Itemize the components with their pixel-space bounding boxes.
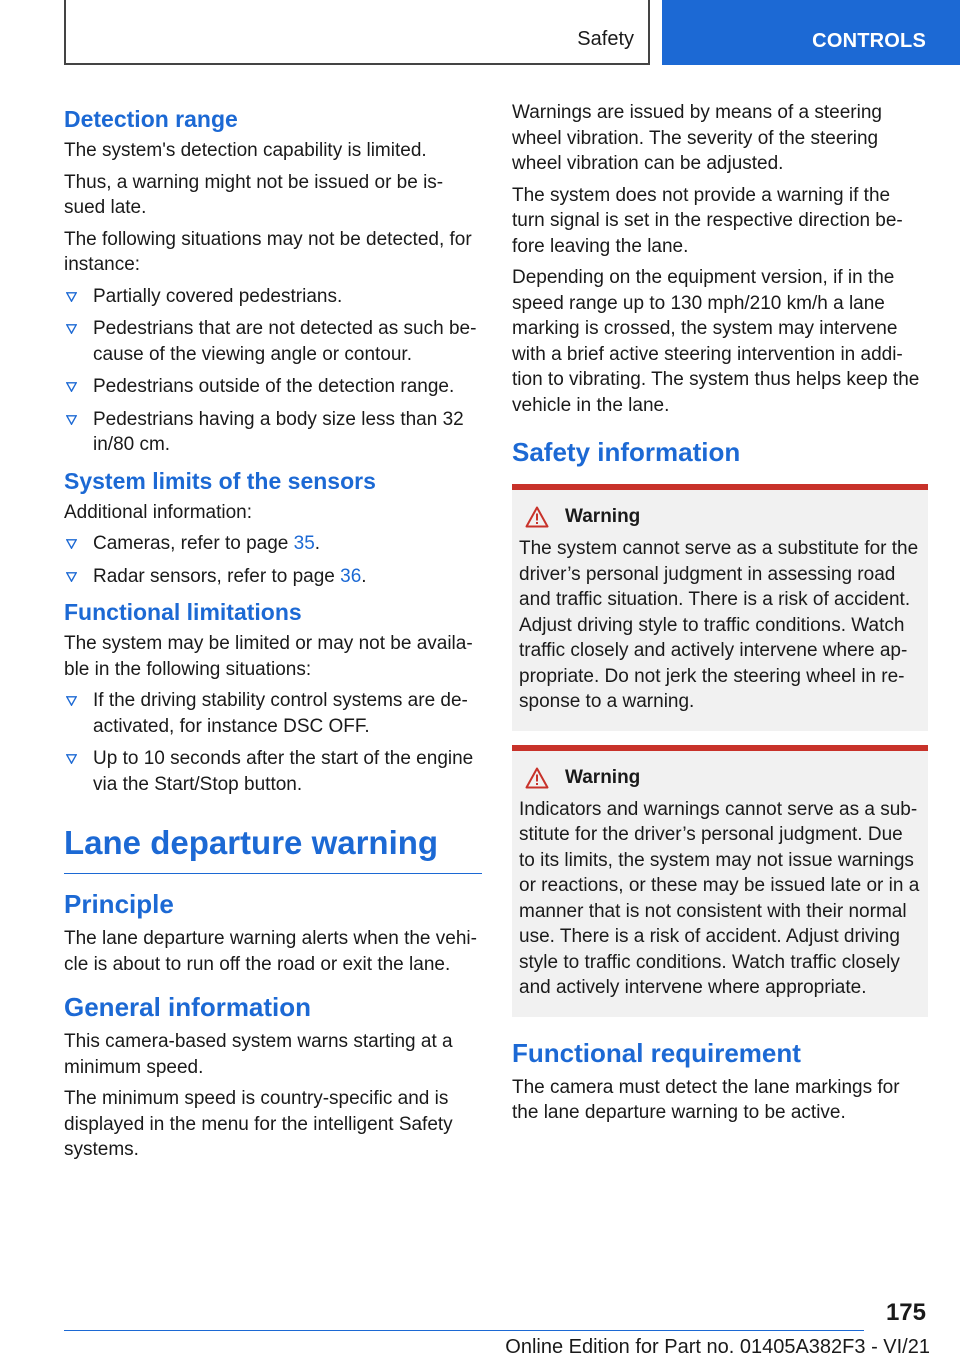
page-number: 175 [885, 1299, 926, 1326]
header-chapter-label: CONTROLS [812, 30, 926, 52]
functional-limitations-list [64, 688, 482, 797]
list-item-text: Up to 10 seconds after the start of the engine via the Start/Stop button. [93, 748, 474, 795]
right-p3: Depending on the equipment version, if in the speed range up to 130 mph/210 km/h a lane marking is crossed, the system may intervene with a brief active steering intervention in addi-tion to vibrating. The system thus helps keep the vehicle in the lane. [512, 267, 920, 416]
general-information-heading: General information [64, 992, 312, 1022]
functional-limitations-heading: Functional limitations [64, 599, 302, 625]
triangle-bullet-icon [66, 292, 77, 302]
general-information-p1: This camera-based system warns starting at a minimum speed. [64, 1031, 453, 1078]
header-section-box [64, 0, 650, 65]
warning-box [512, 745, 928, 1017]
footer-edition: Online Edition for Part no. 01405A382F3 - VI/21 [505, 1336, 930, 1358]
warning-box [512, 484, 928, 731]
warning-header [519, 765, 920, 791]
list-item [64, 564, 482, 590]
detection-range-p2: Thus, a warning might not be issued or be is-sued late. [64, 171, 444, 218]
triangle-bullet-icon [66, 754, 77, 764]
chapter-title: Lane departure warning [64, 823, 482, 874]
page-link-36[interactable]: 36 [340, 565, 362, 587]
list-item [64, 316, 482, 367]
warning-triangle-icon [525, 767, 549, 789]
right-p2: The system does not provide a warning if the turn signal is set in the respective direction be-fore leaving the lane. [512, 184, 903, 257]
system-limits-list [64, 531, 482, 589]
functional-limitations-p1: The system may be limited or may not be availa-ble in the following situations: [64, 633, 473, 680]
page-link-35[interactable]: 35 [293, 533, 315, 554]
list-item-text: Cameras, refer to page [93, 533, 294, 554]
list-item-text: Pedestrians outside of the detection range. [93, 376, 455, 397]
detection-range-heading: Detection range [64, 106, 238, 132]
triangle-bullet-icon [66, 324, 77, 334]
list-item-period: . [314, 533, 321, 554]
warning-label: Warning [565, 506, 641, 527]
list-item-text: Partially covered pedestrians. [93, 285, 343, 307]
triangle-bullet-icon [66, 539, 77, 549]
list-item [64, 407, 482, 458]
list-item-period: . [361, 565, 367, 587]
functional-requirement-heading: Functional requirement [512, 1037, 801, 1068]
safety-information-heading: Safety information [512, 437, 741, 467]
header-chapter-tab[interactable] [662, 0, 960, 65]
system-limits-heading: System limits of the sensors [64, 467, 376, 494]
right-p1: Warnings are issued by means of a steering wheel vibration. The severity of the steering wheel vibration can be adjusted. [512, 102, 882, 174]
list-item [64, 284, 482, 310]
functional-requirement-p1: The camera must detect the lane markings for the lane departure warning to be active. [512, 1076, 900, 1123]
list-item [64, 746, 482, 797]
list-item-text: Pedestrians having a body size less than 32 in/80 cm. [93, 408, 464, 455]
list-item-text: Radar sensors, refer to page [93, 565, 341, 587]
right-column [512, 100, 928, 1132]
detection-range-p3: The following situations may not be detected, for instance: [64, 228, 472, 275]
principle-heading: Principle [64, 889, 174, 919]
list-item-text: If the driving stability control systems are de-activated, for instance DSC OFF. [93, 690, 468, 737]
list-item [64, 688, 482, 739]
triangle-bullet-icon [66, 696, 77, 706]
header-section-title: Safety [577, 28, 634, 50]
list-item-text: Pedestrians that are not detected as such be-cause of the viewing angle or contour. [93, 318, 477, 365]
detection-range-list [64, 284, 482, 458]
warning-header [519, 504, 920, 530]
footer-divider [64, 1330, 864, 1331]
detection-range-p1: The system's detection capability is limited. [64, 140, 427, 161]
warning-triangle-icon [525, 506, 549, 528]
triangle-bullet-icon [66, 382, 77, 392]
warning-text: The system cannot serve as a substitute for the driver’s personal judgment in assessing road and traffic situation. There is a risk of accident. Adjust driving style to traffic conditions. Watch traffic closely and actively intervene where ap-propriate. Do not jerk the steering wheel in re-sponse to a warning. [519, 538, 919, 712]
system-limits-p1: Additional information: [64, 501, 252, 523]
triangle-bullet-icon [66, 572, 77, 582]
list-item [64, 374, 482, 400]
left-column [64, 100, 482, 1169]
list-item [64, 531, 482, 557]
warning-label: Warning [565, 766, 641, 788]
triangle-bullet-icon [66, 415, 77, 425]
general-information-p2: The minimum speed is country-specific and is displayed in the menu for the intelligent Safety systems. [64, 1088, 453, 1160]
principle-p1: The lane departure warning alerts when the vehi-cle is about to run off the road or exit the lane. [64, 928, 477, 975]
warning-text: Indicators and warnings cannot serve as a sub-stitute for the driver’s personal judgment. Due to its limits, the system may not issue warnings or reactions, or these may be issued late or in a manner that is not consistent with their normal use. There is a risk of accident. Adjust driving style to traffic conditions. Watch traffic closely and actively intervene where appropriate. [519, 798, 920, 998]
page-header [0, 0, 960, 66]
